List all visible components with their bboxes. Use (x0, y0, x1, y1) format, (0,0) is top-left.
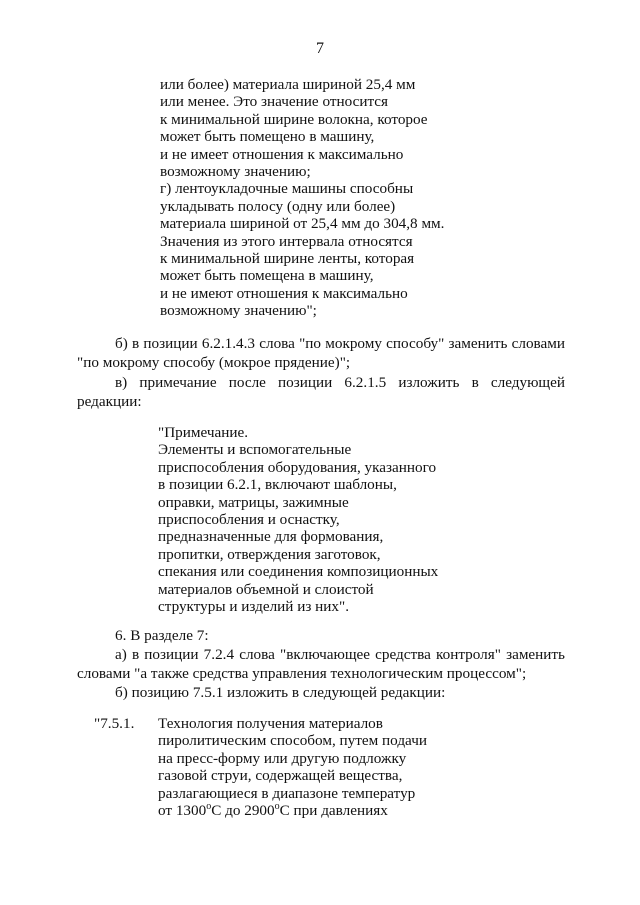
note-line: пропитки, отверждения заготовок, (158, 545, 381, 563)
note-line: приспособления и оснастку, (158, 510, 340, 528)
paragraph-v-line-1: в) примечание после позиции 6.2.1.5 изложить в следующей (115, 374, 565, 391)
text-line: материала шириной от 25,4 мм до 304,8 мм. (160, 215, 445, 233)
item-line: Технология получения материалов (158, 715, 383, 732)
note-block (158, 424, 438, 615)
paragraph-v-line-2: редакции: (77, 393, 142, 410)
temp-mid: С до 2900 (211, 801, 275, 819)
text-line: г) лентоукладочные машины способны (160, 180, 414, 198)
item-line: на пресс-форму или другую подложку (158, 749, 407, 767)
paragraph-b-line-1: б) в позиции 6.2.1.4.3 слова "по мокрому способу" заменить словами (115, 335, 565, 352)
note-line: материалов объемной и слоистой (158, 580, 374, 598)
item-line: разлагающиеся в диапазоне температур (158, 784, 416, 802)
temp-suffix: С при давлениях (279, 801, 388, 819)
section-7-a-line-2: словами "а также средства управления технологическим процессом"; (77, 665, 527, 682)
text-line: или более) материала шириной 25,4 мм (160, 76, 416, 93)
item-line-temperature (158, 802, 427, 819)
degree-superscript: о (206, 800, 212, 812)
section-7-b-line: б) позицию 7.5.1 изложить в следующей редакции: (115, 684, 446, 701)
degree-superscript: о (274, 800, 280, 812)
text-line: укладывать полосу (одну или более) (160, 197, 396, 215)
note-line: приспособления оборудования, указанного (158, 458, 437, 476)
section-7 (77, 626, 565, 702)
text-line: возможному значению"; (160, 302, 317, 320)
section-7-a-line-1: а) в позиции 7.2.4 слова "включающее средства контроля" заменить (115, 646, 565, 663)
text-line: и не имеют отношения к максимально (160, 284, 408, 302)
item-line: газовой струи, содержащей вещества, (158, 767, 403, 785)
text-line: может быть помещена в машину, (160, 267, 374, 285)
text-line: и не имеет отношения к максимально (160, 145, 404, 163)
item-751-text (158, 715, 427, 819)
note-line: в позиции 6.2.1, включают шаблоны, (158, 476, 397, 494)
section-7-heading: 6. В разделе 7: (115, 627, 209, 644)
paragraph-v (77, 373, 565, 411)
text-line: может быть помещено в машину, (160, 128, 375, 146)
item-number: "7.5.1. (94, 715, 135, 732)
temp-prefix: от 1300 (158, 801, 207, 819)
note-line: спекания или соединения композиционных (158, 563, 439, 581)
text-line: к минимальной ширине ленты, которая (160, 249, 415, 267)
page-number: 7 (316, 40, 324, 57)
note-line: "Примечание. (158, 424, 249, 441)
note-line: структуры и изделий из них". (158, 597, 350, 615)
quoted-definition-block (160, 76, 444, 319)
note-line: Элементы и вспомогательные (158, 441, 352, 459)
item-line: пиролитическим способом, путем подачи (158, 732, 427, 750)
text-line: возможному значению; (160, 162, 311, 180)
paragraph-b (77, 334, 565, 372)
note-line: предназначенные для формования, (158, 528, 384, 546)
text-line: к минимальной ширине волокна, которое (160, 110, 428, 128)
note-line: оправки, матрицы, зажимные (158, 493, 349, 511)
text-line: Значения из этого интервала относятся (160, 232, 413, 250)
text-line: или менее. Это значение относится (160, 93, 389, 111)
paragraph-b-line-2: "по мокрому способу (мокрое прядение)"; (77, 354, 351, 371)
